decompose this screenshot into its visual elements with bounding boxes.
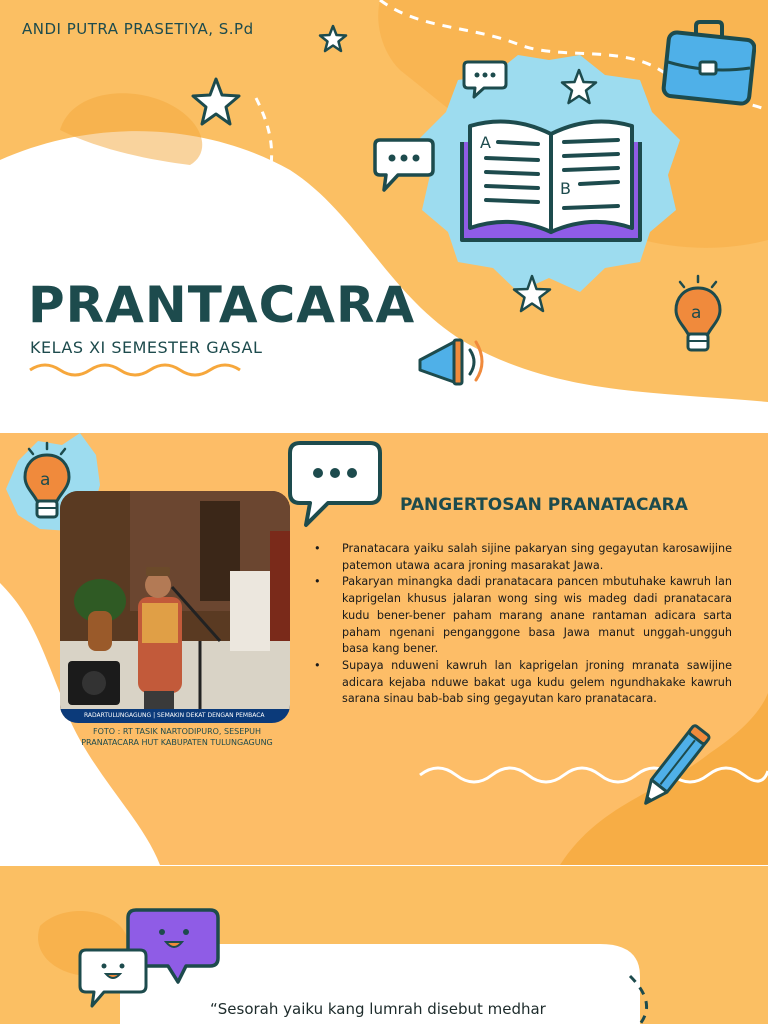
chat-bubble-icon xyxy=(462,58,508,100)
star-icon xyxy=(512,274,552,314)
chat-bubble-icon xyxy=(288,439,384,531)
photo-watermark-banner: RADARTULUNGAGUNG | SEMAKIN DEKAT DENGAN PEMBACA xyxy=(60,709,290,723)
quote-slide xyxy=(0,866,768,1024)
photo-caption xyxy=(70,726,284,748)
svg-text:A: A xyxy=(480,133,491,152)
svg-text:a: a xyxy=(691,303,702,323)
bullet-item: • Pranatacara yaiku salah sijine pakaryan sing gegayutan karosawijine patemon utawa acara jroning masarakat Jawa. xyxy=(312,541,732,574)
star-icon xyxy=(560,68,598,106)
slide-subtitle: KELAS XI SEMESTER GASAL xyxy=(30,338,263,357)
star-icon xyxy=(190,76,242,128)
caption-line: FOTO : RT TASIK NARTODIPURO, SESEPUH xyxy=(93,727,261,736)
chat-bubble-icon xyxy=(372,136,436,194)
slide-title: PRANTACARA xyxy=(28,276,416,334)
event-photo xyxy=(60,491,290,723)
caption-line: PRANATACARA HUT KABUPATEN TULUNGAGUNG xyxy=(81,738,273,747)
open-book-icon xyxy=(456,112,646,248)
bullet-item: • Pakaryan minangka dadi pranatacara pancen mbutuhake kawruh lan kaprigelan khusus jalaran wong sing wis madeg dadi pranatacara kudu bener-bener paham marang anane rantaman adicara sarta paham ngenani penganggone basa Jawa manut unggah-ungguh basa kang bener. xyxy=(312,574,732,658)
definition-slide xyxy=(0,433,768,865)
title-slide xyxy=(0,0,768,432)
lightbulb-icon xyxy=(670,274,726,362)
author-name: ANDI PUTRA PRASETIYA, S.Pd xyxy=(22,20,254,38)
photo-scene xyxy=(60,491,290,723)
briefcase-icon xyxy=(660,18,756,108)
bullet-item: • Supaya nduweni kawruh lan kaprigelan jroning mranata sawijine adicara kejaba nduwe bakat uga kudu gelem ngundhakake kawruh sarana sinau bab-bab sing gegayutan karo pranatacara. xyxy=(312,658,732,708)
slide1-background xyxy=(0,0,768,432)
section-heading: PANGERTOSAN PRANATACARA xyxy=(400,495,688,515)
bullet-list xyxy=(312,541,732,708)
pencil-icon xyxy=(636,719,712,815)
svg-text:B: B xyxy=(560,179,571,198)
quote-text: “Sesorah yaiku kang lumrah disebut medhar xyxy=(210,1000,546,1018)
star-icon xyxy=(318,24,348,54)
smiling-chat-bubble-icon xyxy=(78,946,150,1010)
svg-text:a: a xyxy=(40,470,51,490)
megaphone-icon xyxy=(414,330,490,386)
